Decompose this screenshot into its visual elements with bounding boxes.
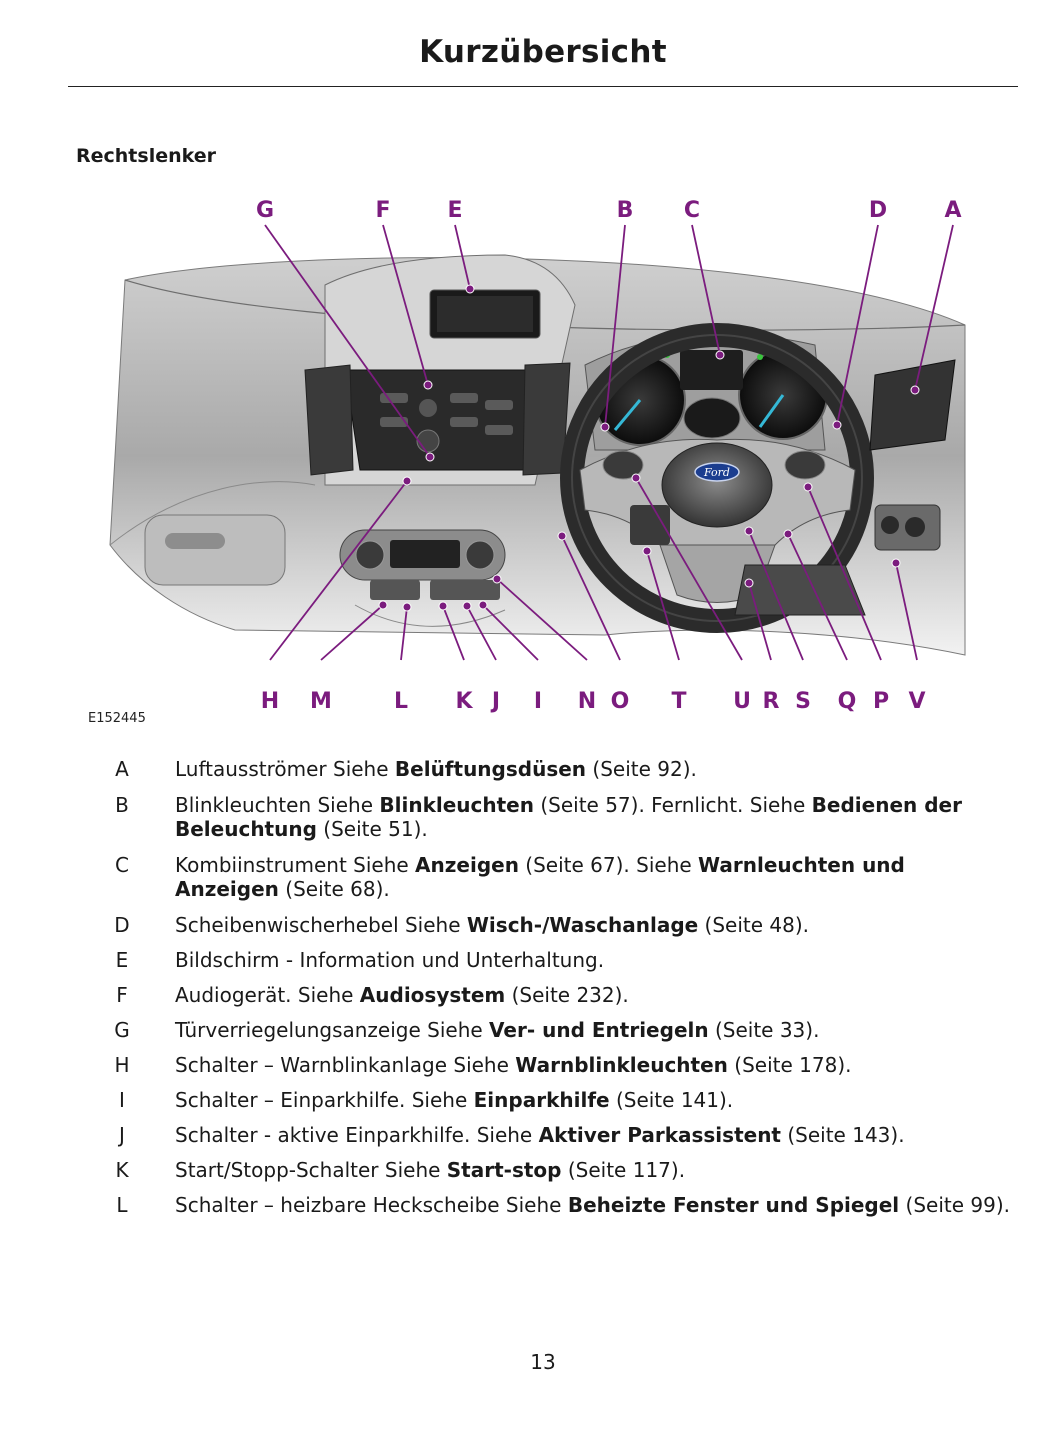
legend-text-part: Bildschirm - Information und Unterhaltung. [175,948,605,972]
callout-dot-d [833,421,841,429]
callout-label-f: F [375,198,391,223]
legend-text-part: (Seite 51). [316,817,428,841]
legend-text-part: Türverriegelungsanzeige Siehe [175,1018,490,1042]
callout-dot-u [632,474,640,482]
callout-label-a: A [944,198,962,223]
legend-text-part: (Seite 67). Siehe [518,853,699,877]
legend-text-part: Schalter – Warnblinkanlage Siehe [175,1053,516,1077]
legend-letter: K [115,1158,129,1182]
callout-label-b: B [616,198,634,223]
section-heading: Rechtslenker [76,145,217,167]
callout-label-l: L [393,689,409,714]
cross-reference-link[interactable]: Warnblinkleuchten [515,1053,728,1077]
legend-text-part: Schalter – heizbare Heckscheibe Siehe [175,1193,568,1217]
callout-label-h: H [260,689,280,714]
callout-dot-k [439,602,447,610]
legend-letter: J [119,1123,125,1147]
legend-description [175,913,1010,937]
callout-dot-g [426,453,434,461]
legend-text-part: (Seite 99). [899,1193,1011,1217]
legend-description [175,1158,1010,1182]
callout-dot-q [784,530,792,538]
callout-label-d: D [868,198,888,223]
callout-dot-o [558,532,566,540]
callout-label-q: Q [837,689,857,714]
callout-dot-f [424,381,432,389]
legend-description [175,1193,1010,1217]
callout-dot-p [804,483,812,491]
cross-reference-link[interactable]: Beheizte Fenster und Spiegel [567,1193,900,1217]
callout-dot-i [479,601,487,609]
legend-text-part: (Seite 33). [708,1018,820,1042]
legend-letter: F [116,983,128,1007]
callout-dot-l [403,603,411,611]
legend-letter: H [114,1053,130,1077]
legend-description [175,793,1010,841]
callout-dot-h [403,477,411,485]
callout-label-k: K [455,689,473,714]
legend-letter: L [116,1193,128,1217]
callout-label-o: O [610,689,630,714]
callout-dot-s [745,527,753,535]
callout-dot-v [892,559,900,567]
callout-label-t: T [671,689,687,714]
callout-label-r: R [762,689,780,714]
callout-label-p: P [872,689,890,714]
callout-label-i: I [533,689,543,714]
callout-label-m: M [310,689,332,714]
title-divider [68,86,1018,87]
cross-reference-link[interactable]: Einparkhilfe [473,1088,610,1112]
callout-label-s: S [795,689,811,714]
cross-reference-link[interactable]: Bedienen der Beleuchtung [175,793,962,841]
callout-dot-b [601,423,609,431]
legend-letter: A [115,757,129,781]
legend-description [175,983,1010,1007]
legend-text-part: (Seite 68). [278,877,390,901]
cross-reference-link[interactable]: Anzeigen [415,853,519,877]
figure-id: E152445 [88,711,146,726]
callout-dot-m [379,601,387,609]
legend-text-part: (Seite 178). [727,1053,852,1077]
legend-text-part: (Seite 143). [781,1123,905,1147]
callout-dot-a [911,386,919,394]
legend-description [175,1053,1010,1077]
legend-letter: C [115,853,129,877]
legend-description [175,1123,1010,1147]
callout-label-g: G [255,198,275,223]
cross-reference-link[interactable]: Audiosystem [359,983,506,1007]
legend-description [175,853,1010,901]
callout-dot-t [643,547,651,555]
callout-dot-n [493,575,501,583]
cross-reference-link[interactable]: Wisch-/Waschanlage [466,913,699,937]
callout-label-e: E [447,198,463,223]
callout-label-v: V [908,689,926,714]
ford-logo: Ford [704,466,730,479]
legend-description [175,1018,1010,1042]
legend-text-part: (Seite 232). [505,983,629,1007]
legend-letter: E [115,948,129,972]
legend-letter: D [114,913,130,937]
legend-letter: I [119,1088,125,1112]
cross-reference-link[interactable]: Aktiver Parkassistent [538,1123,781,1147]
page-title: Kurzübersicht [419,34,667,70]
legend-text-part: Scheibenwischerhebel Siehe [175,913,467,937]
cross-reference-link[interactable]: Warnleuchten und Anzeigen [175,853,905,901]
callout-label-j: J [491,689,501,714]
legend-text-part: (Seite 48). [698,913,810,937]
legend-text-part: (Seite 92). [586,757,697,781]
callout-label-n: N [577,689,597,714]
dashboard-illustration [85,185,985,730]
legend-description [175,948,1010,972]
legend-description [175,1088,1010,1112]
cross-reference-link[interactable]: Belüftungsdüsen [394,757,587,781]
legend-text-part: Schalter – Einparkhilfe. Siehe [175,1088,474,1112]
callout-label-u: U [733,689,751,714]
legend-text-part: (Seite 57). Fernlicht. Siehe [533,793,812,817]
callout-dot-c [716,351,724,359]
legend-text-part: Start/Stopp-Schalter Siehe [175,1158,447,1182]
legend-text-part: Blinkleuchten Siehe [175,793,380,817]
legend-description [175,757,1010,781]
legend-text-part: Audiogerät. Siehe [175,983,360,1007]
legend-text-part: Kombiinstrument Siehe [175,853,416,877]
cross-reference-link[interactable]: Start-stop [446,1158,562,1182]
legend-letter: G [114,1018,130,1042]
legend-text-part: (Seite 117). [561,1158,686,1182]
callout-dot-j [463,602,471,610]
legend-text-part: (Seite 141). [609,1088,734,1112]
legend-letter: B [115,793,129,817]
legend-text-part: Luftausströmer Siehe [175,757,395,781]
page-number: 13 [530,1350,556,1374]
callout-label-c: C [683,198,701,223]
callout-dot-e [466,285,474,293]
cross-reference-link[interactable]: Blinkleuchten [379,793,534,817]
callout-dot-r [745,579,753,587]
cross-reference-link[interactable]: Ver- und Entriegeln [489,1018,709,1042]
legend-text-part: Schalter - aktive Einparkhilfe. Siehe [175,1123,539,1147]
